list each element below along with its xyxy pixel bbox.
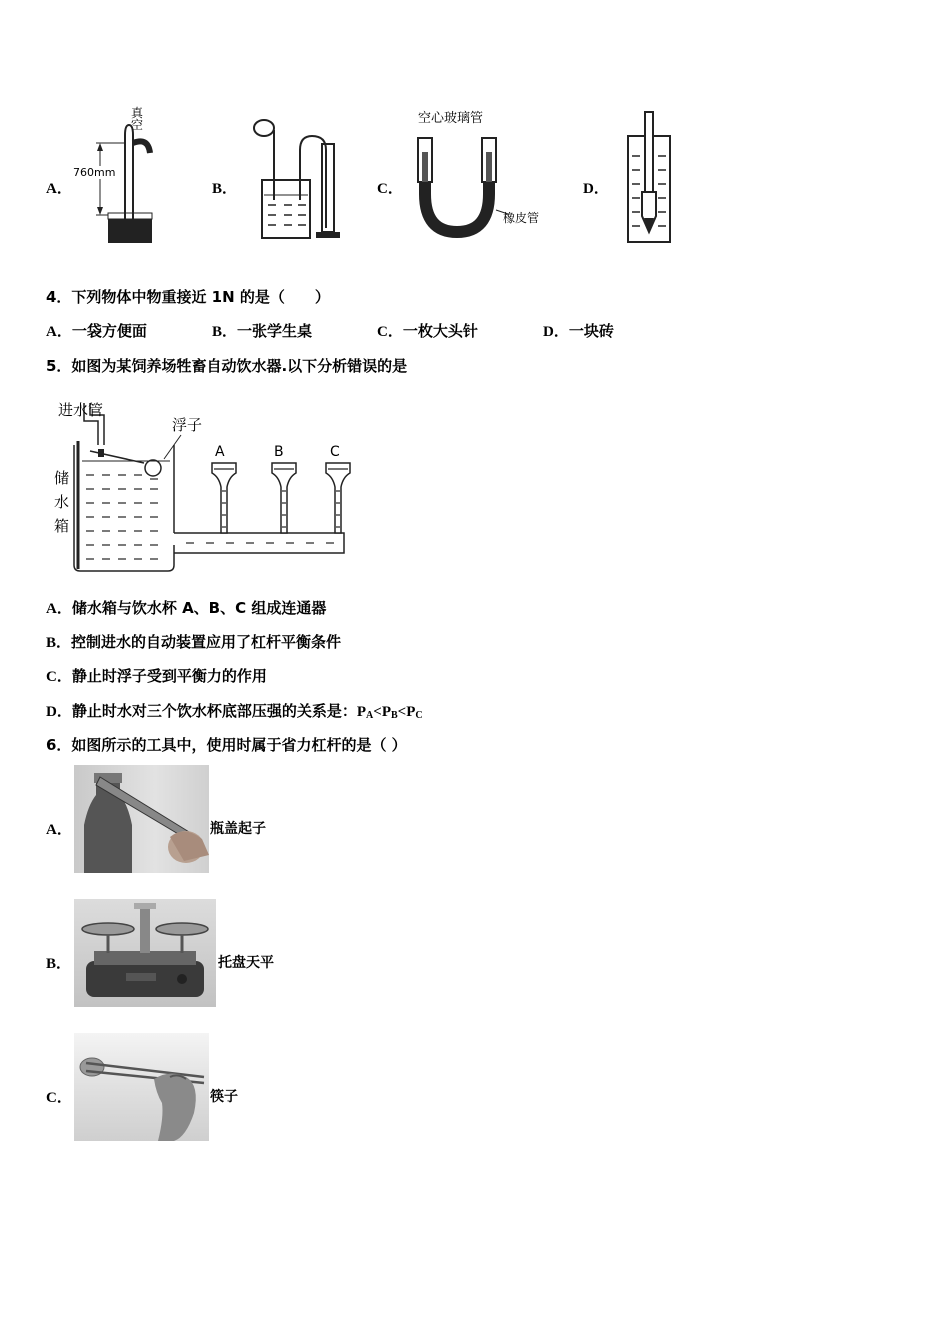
float-label: 浮子 (172, 416, 203, 434)
q5-option-d[interactable]: D．静止时水对三个饮水杯底部压强的关系是：$P_A<P_B<P_C$ (46, 702, 423, 721)
bottle-opener-illustration (74, 765, 209, 873)
q4-stem: 4．下列物体中物重接近 1N 的是（ ） (46, 288, 330, 306)
bottle-opener-photo (74, 765, 209, 873)
q3-option-c-label: C． (377, 181, 403, 197)
cup-b-label: B (274, 444, 284, 460)
vacuum-label: 真空 (131, 106, 144, 132)
siphon-diagram (240, 110, 350, 242)
cup-c-label: C (330, 444, 340, 460)
tray-balance-illustration (74, 899, 216, 1007)
rubber-tube-label: 橡皮管 (503, 211, 540, 225)
q6-option-a-label: A． (46, 822, 72, 838)
q6-stem: 6．如图所示的工具中，使用时属于省力杠杆的是（ ） (46, 736, 407, 754)
q6-option-c-label: C． (46, 1090, 72, 1106)
q5-option-c[interactable]: C．静止时浮子受到平衡力的作用 (46, 667, 267, 685)
q4-option-c[interactable]: C．一枚大头针 (377, 322, 478, 340)
q4-option-b[interactable]: B．一张学生桌 (212, 322, 313, 340)
q5-option-b[interactable]: B．控制进水的自动装置应用了杠杆平衡条件 (46, 633, 342, 651)
q4-option-d[interactable]: D．一块砖 (543, 322, 614, 340)
bottle-opener-caption: 瓶盖起子 (210, 821, 266, 837)
q3-option-a-label: A． (46, 181, 72, 197)
q5-stem: 5．如图为某饲养场牲畜自动饮水器.以下分析错误的是 (46, 357, 408, 375)
q3-option-d-label: D． (583, 181, 609, 197)
hollow-glass-tube-label: 空心玻璃管 (418, 111, 484, 126)
chopsticks-caption: 筷子 (210, 1089, 238, 1105)
q5-option-a[interactable]: A．储水箱与饮水杯 A、B、C 组成连通器 (46, 599, 327, 617)
q3-option-b-label: B． (212, 181, 238, 197)
water-dispenser-diagram (46, 395, 366, 580)
hydrometer-diagram (624, 108, 674, 246)
tank-label-char: 储 (54, 469, 70, 487)
chopsticks-photo (74, 1033, 209, 1141)
tank-label-char: 水 (54, 493, 70, 511)
tray-balance-caption: 托盘天平 (218, 955, 274, 971)
inlet-pipe-label: 进水管 (58, 401, 104, 419)
q6-option-b-label: B． (46, 956, 72, 972)
cup-a-label: A (215, 444, 225, 460)
pressure-p-a: $P_A<P_B<P_C$ (356, 704, 423, 721)
chopsticks-illustration (74, 1033, 209, 1141)
height-760mm-label: 760mm (73, 166, 116, 179)
q4-option-a[interactable]: A．一袋方便面 (46, 322, 147, 340)
tray-balance-photo (74, 899, 216, 1007)
tank-label-char: 箱 (54, 517, 70, 535)
